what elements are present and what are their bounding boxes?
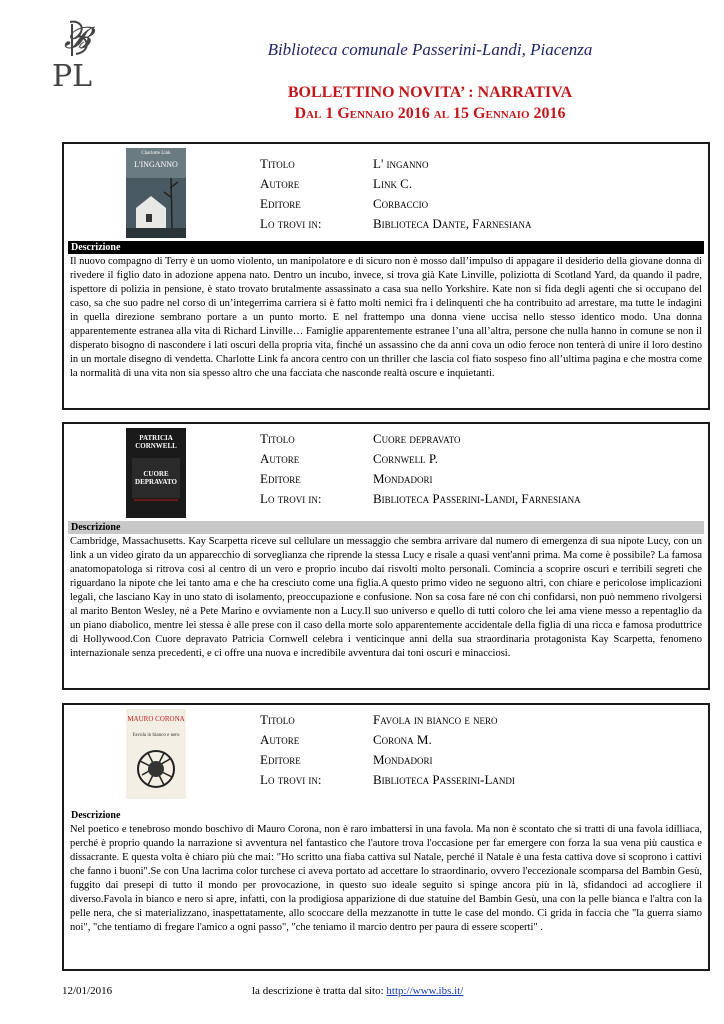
book-author: Link C. [373, 176, 413, 191]
book-card [62, 703, 710, 971]
label-author: Autore [260, 176, 300, 191]
cover-author: Charlotte Link [141, 151, 171, 156]
book-title: Favola in bianco e nero [373, 712, 498, 727]
book-publisher: Mondadori [373, 752, 433, 767]
book-meta [260, 154, 532, 234]
bulletin-title: BOLLETTINO NOVITA’ : NARRATIVA [287, 84, 573, 101]
label-title: Titolo [260, 431, 295, 446]
book-title: Cuore depravato [373, 431, 461, 446]
book-description: Nel poetico e tenebroso mondo boschivo di Mauro Corona, non è raro imbattersi in una favola. Ma non è scontato che si tratti di una favola idilliaca, perché è proprio quando la narrazione si avventura nel fantastico che l'autore trova l'occasione per far emergere con forza la sua vena più caustica e dissacrante. E questa volta è chiaro più che mai: "Ho scritto una fiaba cattiva sul Natale, perché il Natale è una festa cattiva dove si scoprono i cattivi che fanno i buoni".Se con Una lacrima color turchese ci aveva portato ad accettare lo straordinario, ovvero l'eccezionale scomparsa del Bambin Gesù, fuggito dai presepi di tutto il mondo per provocazione, in questo suo ideale seguito si spinge ancora più in là, sfidandoci ad accogliere il diverso.Favola in bianco e nero si apre, infatti, con la prodigiosa apparizione di due statuine del Bambin Gesù, una con la pelle bianca e l'altra con la pelle nera, che si materializzano, inaspettatamente, allo scoccare della mezzanotte in tutte le case del mondo. Ci grida in faccia che "la guerra siamo noi", "che tentiamo di fregare l'amico a ogni passo", "che teniamo il marcio dentro per paura di essere scoperti" . [70, 824, 702, 933]
description-header: Descrizione [68, 241, 704, 254]
book-cover-image [126, 148, 186, 238]
book-publisher: Corbaccio [373, 196, 429, 211]
book-meta [260, 429, 581, 509]
book-cover-image [126, 428, 186, 518]
svg-text:𝓑: 𝓑 [64, 21, 91, 56]
cover-title: CUORE DEPRAVATO [135, 470, 177, 486]
label-publisher: Editore [260, 752, 301, 767]
book-author: Cornwell P. [373, 451, 438, 466]
bulletin-header [150, 82, 710, 124]
book-publisher: Mondadori [373, 471, 433, 486]
bulletin-date-range: Dal 1 Gennaio 2016 al 15 Gennaio 2016 [294, 105, 566, 122]
svg-text:PL: PL [52, 59, 93, 90]
book-location: Biblioteca Dante, Farnesiana [373, 216, 532, 231]
cover-title: Favola in bianco e nero [132, 733, 180, 738]
book-card [62, 422, 710, 690]
book-card [62, 142, 710, 410]
label-location: Lo trovi in: [260, 491, 322, 506]
label-location: Lo trovi in: [260, 216, 322, 231]
cover-author: PATRICIA CORNWELL [135, 434, 177, 450]
description-header: Descrizione [71, 810, 121, 821]
library-logo [50, 18, 112, 90]
cover-author: MAURO CORONA [127, 715, 185, 723]
label-title: Titolo [260, 156, 295, 171]
label-title: Titolo [260, 712, 295, 727]
label-publisher: Editore [260, 196, 301, 211]
label-author: Autore [260, 451, 300, 466]
book-description: Cambridge, Massachusetts. Kay Scarpetta riceve sul cellulare un messaggio che sembra arrivare dal numero di emergenza di sua nipote Lucy, con un link a un video girato da un apparecchio di sorveglianza che riprende la stessa Lucy e risale a quasi vent'anni prima. Ma come è possibile? La famosa anatomopatologa si ritrova così al centro di un vero e proprio incubo dai risvolti molto personali. Comincia a scoprire oscuri e terribili segreti che riguardano la nipote che lei tanto ama e che ha cresciuto come una figlia.A questo primo video ne seguono altri, con chiare e pericolose implicazioni legali, che lasciano Kay in uno stato di isolamento, preoccupazione e confusione. Non sa cosa fare né con chi confidarsi, non può nemmeno rivolgersi al marito Benton Wesley, né a Pete Marino e ovviamente non a Lucy.Il suo universo e quello di tutti coloro che lei ama viene messo a repentaglio da un piano diabolico, mentre lei stessa è alle prese con il caso della morte solo apparentemente accidentale della figlia di una ricca e famosa produttrice di Hollywood.Con Cuore depravato Patricia Cornwell celebra i venticinque anni della sua straordinaria protagonista Kay Scarpetta, fenomeno internazionale senza precedenti, e ci offre una nuova e incredibile avventura dai toni oscuri e minacciosi. [70, 536, 702, 659]
cover-title: L'INGANNO [134, 160, 178, 169]
book-meta [260, 710, 515, 790]
book-cover-image [126, 709, 186, 799]
label-publisher: Editore [260, 471, 301, 486]
source-link[interactable]: http://www.ibs.it/ [386, 985, 464, 997]
book-location: Biblioteca Passerini-Landi, Farnesiana [373, 491, 581, 506]
footer-source [252, 985, 463, 997]
label-location: Lo trovi in: [260, 772, 322, 787]
footer-source-text: la descrizione è tratta dal sito: [252, 985, 387, 997]
book-location: Biblioteca Passerini-Landi [373, 772, 515, 787]
footer-date: 12/01/2016 [62, 985, 113, 997]
library-name: Biblioteca comunale Passerini-Landi, Piacenza [267, 40, 593, 59]
description-header: Descrizione [68, 521, 704, 534]
book-author: Corona M. [373, 732, 432, 747]
book-title: L' inganno [373, 156, 429, 171]
label-author: Autore [260, 732, 300, 747]
book-description: Il nuovo compagno di Terry è un uomo violento, un manipolatore e di sicuro non è mosso dall’impulso di appagare il desiderio della giovane donna di rivedere il figlio dato in adozione appena nato. Dentro un incubo, invece, si trova già Kate Linville, poliziotta di Scotland Yard, da quando il padre, ispettore di polizia in pensione, è stato trovato brutalmente assassinato a casa sua nello Yorkshire. Kate non si fida degli agenti che si occupano del caso, sa che suo padre nel corso di un’integerrima carriera si è fatto molti nemici fra i delinquenti che ha contribuito ad arrestare, ma tutte le indagini in quella direzione sembrano portare a un punto morto. E nel frattempo una donna viene uccisa nello stesso identico modo. Una donna apparentemente estranea alla vita di Richard Linville… Famiglie apparentemente estranee l’una all’altra, persone che nulla hanno in comune se non il disperato bisogno di nascondere i lati oscuri della propria vita, finché un assassino che da anni cova un odio feroce non tenterà di unire il loro destino in un mortale disegno di vendetta. Charlotte Link fa ancora centro con un thriller che lascia col fiato sospeso fino all’ultima pagina e che mostra come la normalità di una vita non sia spesso altro che una facciata che nasconde realtà oscure e inquietanti. [70, 256, 702, 379]
